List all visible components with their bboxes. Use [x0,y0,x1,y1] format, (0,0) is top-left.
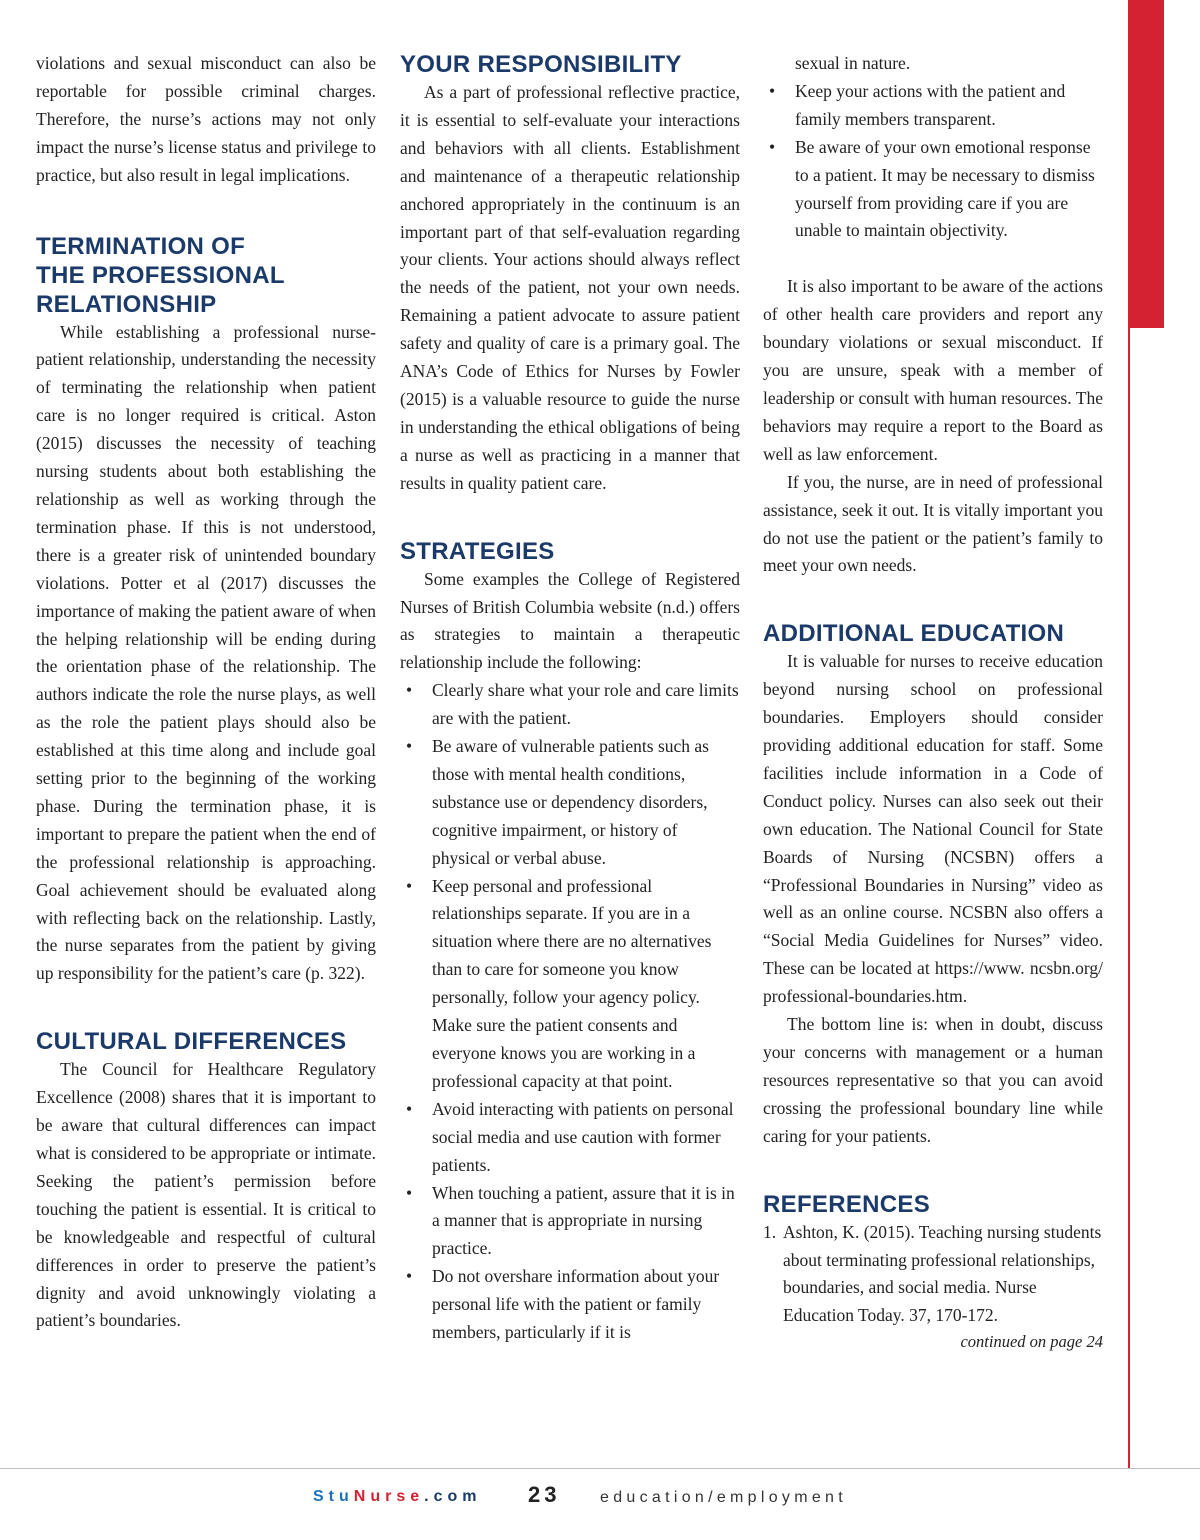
list-item: • Be aware of your own emotional response to a patient. It may be necessary to dismiss yourself from providing care if you are unable to maintain objectivity. [763,134,1103,246]
references-list [763,1219,1103,1331]
assistance-paragraph: If you, the nurse, are in need of professional assistance, seek it out. It is vitally important you do not use the patient or the patient’s family to meet your own needs. [763,471,1103,576]
red-margin-rule [1128,328,1130,1468]
cultural-paragraph: The Council for Healthcare Regulatory Excellence (2008) shares that it is important to be aware that cultural differences can impact what is considered to be appropriate or intimate. Seeking the patient’s permission before touching the patient is essential. It is critical to be knowledgeable and respectful of cultural differences in order to preserve the patient’s dignity and avoid unknowingly violating a patient’s boundaries. [36,1059,376,1331]
cultural-heading: CULTURAL DIFFERENCES [36,1028,347,1056]
bullet-icon: • [406,875,413,896]
list-item: • Avoid interacting with patients on personal social media and use caution with former patients. [400,1096,740,1180]
bullet-icon: • [769,80,776,101]
list-item: • Keep your actions with the patient and family members transparent. [763,78,1103,134]
bullet-icon: • [406,736,413,757]
footer [0,1482,1200,1516]
bullet-icon: • [406,1182,413,1203]
list-item: • Be aware of vulnerable patients such as those with mental health conditions, substance use or dependency disorders, cognitive impairment, or history of physical or verbal abuse. [400,733,740,873]
column-3 [763,50,1103,1354]
list-item: • Keep personal and professional relationships separate. If you are in a situation where there are no alternatives than to care for someone you know personally, follow your agency policy. Make sure the patient consents and everyone knows you are working in a professional capacity at that point. [400,873,740,1096]
bullet-icon: • [406,680,413,701]
termination-paragraph: While establishing a professional nurse-patient relationship, understanding the necessity of terminating the relationship when patient care is no longer required is critical. Aston (2015) discusses the necessity of teaching nursing students about both establishing the relationship as well as working through the termination phase. If this is not understood, there is a greater risk of unintended boundary violations. Potter et al (2017) discusses the importance of making the patient aware of when the helping relationship will be ending during the orientation phase of the relationship. The authors indicate the role the nurse plays, as well as the role the patient plays should also be established at this time along and include goal setting prior to the beginning of the working phase. During the termination phase, it is important to prepare the patient when the end of the professional relationship is approaching. Goal achievement should be evaluated along with reflecting back on the relationship. Lastly, the nurse separates from the patient by giving up responsibility for the patient’s care (p. 322). [36,321,376,984]
education-heading: ADDITIONAL EDUCATION [763,620,1065,648]
responsibility-paragraph: As a part of professional reflective practice, it is essential to self-evaluate your interactions and behaviors with all clients. Establishment and maintenance of a therapeutic relationship anchored appropriately in the continuum is an important part of that self-evaluation regarding your clients. Your actions should always reflect the needs of the patient, not your own needs. Remaining a patient advocate to assure patient safety and quality of care is a primary goal. The ANA’s Code of Ethics for Nurses by Fowler (2015) is a valuable resource to guide the nurse in understanding the ethical obligations of being a nurse as well as practicing in a manner that results in quality patient care. [400,82,740,493]
bottom-line-paragraph: The bottom line is: when in doubt, discuss your concerns with management or a human resources representative so that you can avoid crossing the professional boundary line while caring for your patients. [763,1014,1103,1146]
intro-paragraph: violations and sexual misconduct can also be reportable for possible criminal charges. Therefore, the nurse’s actions may not only impact the nurse’s license status and privilege to practice, but also result in legal implications. [36,53,376,185]
strategies-list-continued [763,78,1103,245]
column-1 [36,50,376,1335]
list-item: • When touching a patient, assure that it is in a manner that is appropriate in nursing practice. [400,1180,740,1264]
references-heading: REFERENCES [763,1190,931,1218]
column-2 [400,50,740,1347]
footer-divider [0,1468,1200,1469]
continued-bullet-text: sexual in nature. [795,53,911,73]
aware-paragraph: It is also important to be aware of the actions of other health care providers and report any boundary violations or sexual misconduct. If you are unsure, speak with a member of leadership or consult with human resources. The behaviors may require a report to the Board as well as law enforcement. [763,276,1103,464]
list-item: • Clearly share what your role and care limits are with the patient. [400,677,740,733]
bullet-icon: • [769,136,776,157]
continued-note: continued on page 24 [960,1332,1103,1352]
site-name: StuNurse.com [313,1488,482,1505]
page-number: 23 [528,1482,561,1507]
red-accent-tab [1128,0,1164,328]
bullet-icon: • [406,1266,413,1287]
strategies-paragraph: Some examples the College of Registered Nurses of British Columbia website (n.d.) offers as strategies to maintain a therapeutic relationship include the following: [400,568,740,673]
termination-heading: TERMINATION OF THE PROFESSIONAL RELATIONSHIP [36,232,285,318]
list-item: • Do not overshare information about your personal life with the patient or family members, particularly if it is [400,1263,740,1347]
responsibility-heading: YOUR RESPONSIBILITY [400,51,682,78]
strategies-heading: STRATEGIES [400,537,555,565]
education-paragraph: It is valuable for nurses to receive education beyond nursing school on professional boundaries. Employers should consider providing additional education for staff. Some facilities include information in a Code of Conduct policy. Nurses can also seek out their own education. The National Council for State Boards of Nursing (NCSBN) offers a “Professional Boundaries in Nursing” video as well as an online course. NCSBN also offers a “Social Media Guidelines for Nurses” video. These can be located at https://www. ncsbn.org/ professional-boundaries.htm. [763,651,1103,1007]
reference-item: 1. Ashton, K. (2015). Teaching nursing students about terminating professional relationships, boundaries, and social media. Nurse Education Today. 37, 170-172. [763,1221,1102,1326]
bullet-icon: • [406,1098,413,1119]
section-label: education/employment [600,1489,847,1506]
strategies-list [400,677,740,1347]
